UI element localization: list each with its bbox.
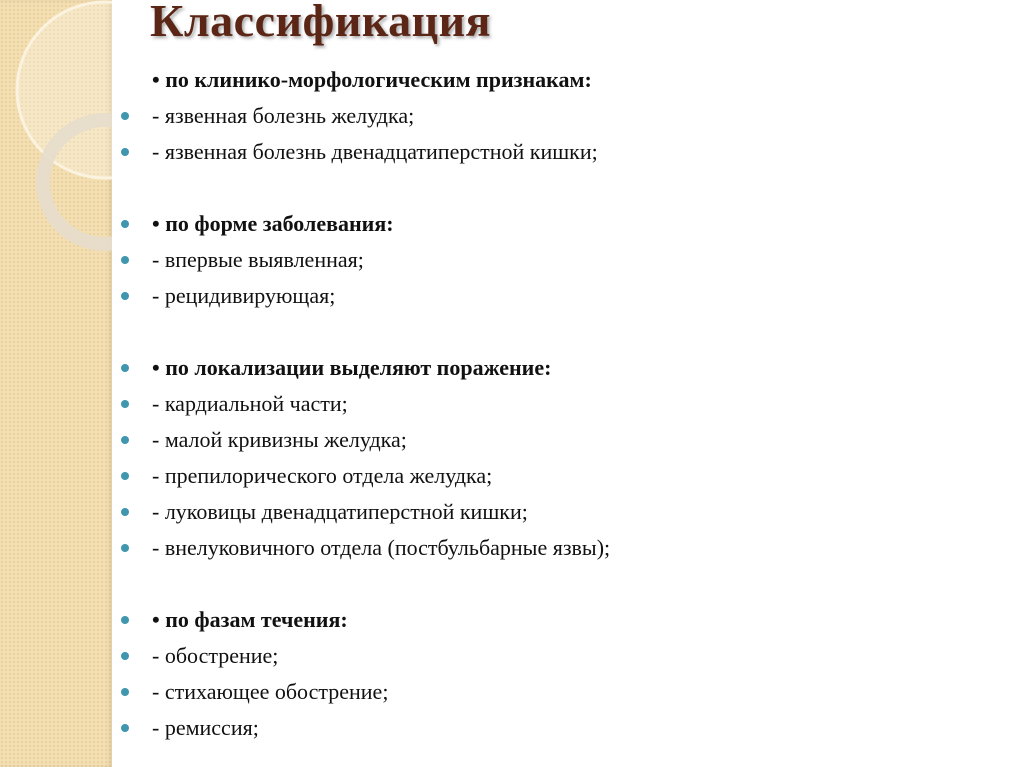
list-item-text: - малой кривизны желудка;	[152, 427, 407, 452]
list-item-text: - луковицы двенадцатиперстной кишки;	[152, 499, 528, 524]
bullet-icon	[121, 724, 129, 732]
decorative-sidebar	[0, 0, 112, 767]
list-item-text: - внелуковичного отдела (постбульбарные язвы);	[152, 535, 611, 560]
bullet-icon	[121, 112, 129, 120]
list-item-text: • по локализации выделяют поражение:	[152, 355, 552, 380]
list-item-text: - обострение;	[152, 643, 279, 668]
bullet-icon	[121, 400, 129, 408]
list-item-text: • по клинико-морфологическим признакам:	[152, 67, 592, 92]
bullet-icon	[121, 256, 129, 264]
bullet-icon	[121, 220, 129, 228]
list-item-text: - рецидивирующая;	[152, 283, 336, 308]
list-item-text: - стихающее обострение;	[152, 679, 389, 704]
bullet-icon	[121, 616, 129, 624]
bullet-icon	[121, 652, 129, 660]
list-item-text: - язвенная болезнь желудка;	[152, 103, 415, 128]
bullet-icon	[121, 436, 129, 444]
bullet-icon	[121, 148, 129, 156]
bullet-icon	[121, 364, 129, 372]
list-item-text: - кардиальной части;	[152, 391, 348, 416]
list-item-text: - препилорического отдела желудка;	[152, 463, 493, 488]
bullet-icon	[121, 472, 129, 480]
list-item-text: - ремиссия;	[152, 715, 259, 740]
bullet-icon	[121, 544, 129, 552]
bullet-icon	[121, 688, 129, 696]
bullet-icon	[121, 292, 129, 300]
list-item-text: • по форме заболевания:	[152, 211, 394, 236]
list-item-text: • по фазам течения:	[152, 607, 348, 632]
circles-ornament	[0, 0, 112, 767]
list-item-text: - язвенная болезнь двенадцатиперстной кишки;	[152, 139, 598, 164]
slide-title: Классификация	[150, 0, 492, 46]
bullet-icon	[121, 508, 129, 516]
list-item-text: - впервые выявленная;	[152, 247, 364, 272]
